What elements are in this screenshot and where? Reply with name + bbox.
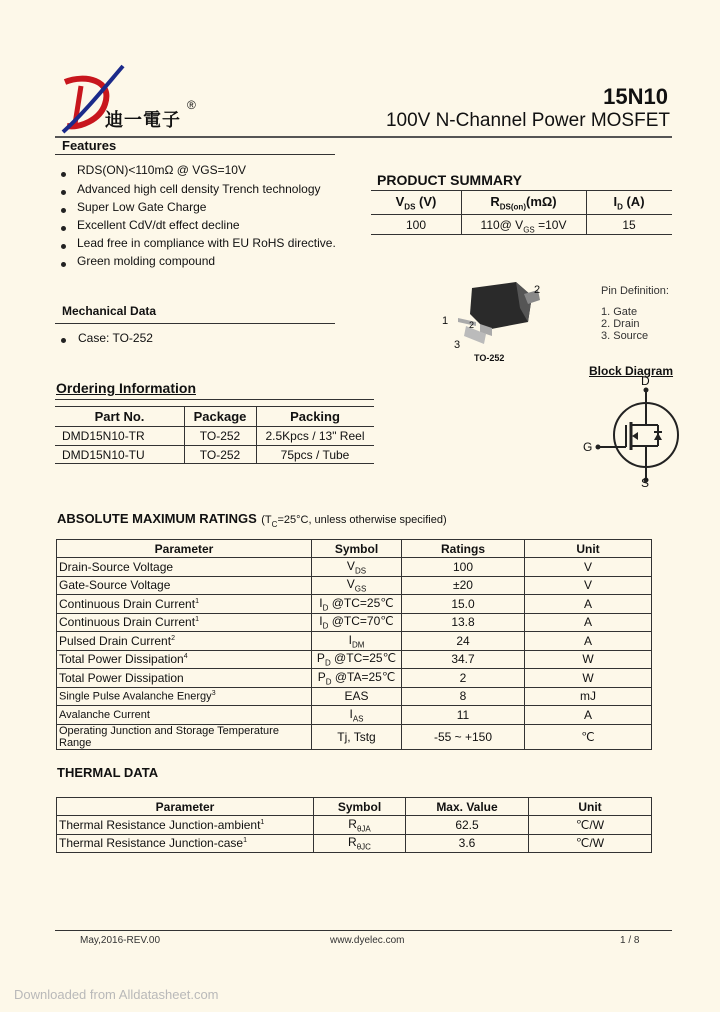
rating-cell: 24 [402,632,525,651]
features-title: Features [62,138,117,153]
symbol-text: EAS [344,689,369,704]
param-text: Continuous Drain Current [59,596,196,611]
symbol-text: I [319,614,323,629]
param-cell [57,724,312,749]
symbol-text: V [346,577,355,592]
bullet-icon [61,262,66,267]
symbol-sub: GS [354,584,367,594]
table-row [57,687,652,706]
mosfet-symbol [580,374,680,490]
table-row [57,650,652,669]
symbol-cell [314,834,406,853]
table-row [57,558,652,577]
symbol-cond: @TC=70℃ [328,614,394,629]
rating-cell: ±20 [402,576,525,595]
rating-cell: 13.8 [402,613,525,632]
summary-header-vds [371,194,461,212]
symbol-cell [312,706,402,725]
bullet-icon [61,208,66,213]
param-cell [57,816,314,835]
unit-cell: A [525,706,652,725]
vds-label: V [395,194,405,209]
footnote-ref: 3 [211,689,216,697]
footnote-ref: 2 [171,634,175,642]
abs-max-heading [57,510,447,529]
table-row [57,669,652,688]
pin-label: 1 [442,315,449,327]
source-label: S [641,476,650,490]
footnote-ref: 1 [195,616,199,624]
ordering-part: DMD15N10-TU [62,448,145,462]
feature-text: Green molding compound [77,254,216,268]
col-header: Max. Value [406,798,529,816]
product-summary-title: PRODUCT SUMMARY [377,172,522,188]
symbol-text: I [349,706,353,721]
param-text: Gate-Source Voltage [59,578,171,593]
param-text: Continuous Drain Current [59,615,196,630]
ordering-package: TO-252 [199,448,241,462]
rds-value-sub: GS [523,225,535,235]
page-subtitle: 100V N-Channel Power MOSFET [385,110,670,131]
symbol-text: R [348,835,357,850]
summary-bottom-rule [371,234,672,235]
mechanical-case: Case: TO-252 [78,331,153,345]
bullet-icon [61,226,66,231]
symbol-sub: D [322,602,329,612]
bullet-icon [61,190,66,195]
thermal-body [57,816,652,853]
id-label: I [613,194,618,209]
unit-cell: A [525,595,652,614]
footnote-ref: 1 [195,597,199,605]
param-cell [57,706,312,725]
symbol-cond: @TC=25℃ [330,651,397,666]
rds-value: 110@ V [480,218,524,232]
param-cell [57,613,312,632]
value-cell: 62.5 [406,816,529,835]
unit-cell: W [525,650,652,669]
footer-url[interactable]: www.dyelec.com [330,935,405,946]
footnote-ref: 4 [183,653,188,661]
col-header: Parameter [57,798,314,816]
unit-cell: A [525,613,652,632]
ordering-row-rule [55,445,374,446]
rating-cell: 8 [402,687,525,706]
rating-cell: 34.7 [402,650,525,669]
param-cell [57,576,312,595]
table-row [57,576,652,595]
table-row [57,632,652,651]
pin-label: 2 [534,284,541,296]
rds-label: R [490,194,500,209]
pin-def-title: Pin Definition: [601,285,669,297]
col-header: Unit [525,540,652,558]
ordering-part: DMD15N10-TR [62,429,145,443]
watermark: Downloaded from Alldatasheet.com [14,987,219,1002]
table-row [57,834,652,853]
feature-text: Super Low Gate Charge [77,200,207,214]
table-row [57,613,652,632]
package-label: TO-252 [474,353,505,363]
company-logo [55,62,205,134]
ordering-head-rule [55,426,374,427]
unit-cell: mJ [525,687,652,706]
symbol-cond: @TC=25℃ [328,595,394,610]
summary-top-rule [371,190,672,191]
footer-rule [55,930,672,931]
symbol-cell [312,632,402,651]
summary-header-id [586,194,672,212]
param-text: Operating Junction and Storage Temperature Range [59,724,279,749]
col-header: Symbol [314,798,406,816]
symbol-text: R [348,816,357,831]
param-text: Avalanche Current [59,708,150,721]
symbol-sub: DS [354,565,367,575]
symbol-sub: D [322,621,329,631]
mechanical-rule [55,323,335,324]
symbol-sub: θJC [356,842,371,852]
symbol-cond: @TA=25℃ [331,669,396,684]
thermal-title: THERMAL DATA [57,765,159,780]
id-sub: D [617,202,623,212]
symbol-cell [312,687,402,706]
id-unit: (A) [622,194,645,209]
col-header: Parameter [57,540,312,558]
abs-max-cond-sub: C [271,520,278,530]
col-header: Ratings [402,540,525,558]
symbol-cell [312,558,402,577]
rds-sub: DS(on) [499,202,526,212]
pin-def-item: 3. Source [601,330,649,342]
features-rule [55,154,335,155]
unit-cell: ℃/W [529,834,652,853]
symbol-cell [312,595,402,614]
ordering-title: Ordering Information [56,380,196,396]
symbol-sub: AS [352,713,364,723]
summary-header-rds [461,194,586,212]
ordering-top-rule [55,406,374,407]
symbol-text: I [348,632,352,647]
logo-text: 迪一電子 [105,110,181,130]
param-text: Drain-Source Voltage [59,559,174,574]
rds-unit: (mΩ) [525,194,557,209]
param-cell [57,669,312,688]
ordering-packing: 2.5Kpcs / 13" Reel [265,429,365,443]
table-row [57,706,652,725]
ordering-packing: 75pcs / Tube [280,448,350,462]
ordering-rule [55,399,374,400]
feature-rdson [77,163,246,177]
footnote-ref: 1 [243,837,247,845]
bullet-icon [61,172,66,177]
rating-cell: -55 ~ +150 [402,724,525,749]
abs-max-title: ABSOLUTE MAXIMUM RATINGS [57,511,257,526]
pin-label: 2 [469,320,475,330]
abs-max-body [57,558,652,750]
rating-cell: 2 [402,669,525,688]
unit-cell: W [525,669,652,688]
bullet-icon [61,338,66,343]
mechanical-title: Mechanical Data [62,304,157,318]
rating-cell: 15.0 [402,595,525,614]
registered-mark: ® [187,98,196,112]
pin-def-item: 1. Gate [601,306,638,318]
ordering-package: TO-252 [199,429,241,443]
symbol-cell [312,576,402,595]
col-header: Unit [529,798,652,816]
mosfet-icon [580,380,680,490]
rds-value-cond: =10V [534,218,567,232]
summary-id-value: 15 [622,218,636,232]
footnote-ref: 1 [260,818,265,826]
ordering-header: Package [193,409,247,424]
param-text: Total Power Dissipation [59,670,184,685]
table-row [57,724,652,749]
symbol-cell [312,613,402,632]
bullet-icon [61,244,66,249]
summary-rds-value [461,218,586,234]
param-text: Thermal Resistance Junction-case [59,836,244,851]
param-cell [57,834,314,853]
param-text: Pulsed Drain Current [59,633,172,648]
col-header: Symbol [312,540,402,558]
symbol-text: P [317,669,326,684]
symbol-text: I [319,595,323,610]
summary-vds-value: 100 [405,218,427,232]
unit-cell: V [525,576,652,595]
symbol-text: Tj, Tstg [337,729,376,744]
feature-text: Lead free in compliance with EU RoHS directive. [77,236,336,250]
rating-cell: 100 [402,558,525,577]
part-number: 15N10 [603,84,668,109]
value-cell: 3.6 [406,834,529,853]
symbol-cell [312,724,402,749]
param-cell [57,687,312,706]
param-cell [57,558,312,577]
feature-text: RDS(ON)<110mΩ @ VGS=10V [77,163,246,177]
symbol-sub: D [325,676,332,686]
header-rule [55,136,672,138]
symbol-cell [312,650,402,669]
table-row [57,816,652,835]
param-text: Single Pulse Avalanche Energy [59,690,212,703]
vds-unit: (V) [415,194,437,209]
footer-date: May,2016-REV.00 [80,935,161,946]
feature-text: Advanced high cell density Trench technology [77,182,321,196]
abs-max-cond: (T [261,514,272,526]
vds-sub: DS [404,202,416,212]
feature-text: Excellent CdV/dt effect decline [77,218,240,232]
abs-max-cond-rest: =25°C, unless otherwise specified) [277,514,447,526]
package-image [436,278,556,368]
symbol-sub: DM [351,639,365,649]
unit-cell: V [525,558,652,577]
thermal-table [56,797,652,853]
ordering-header: Packing [290,409,340,424]
drain-label: D [641,374,650,388]
symbol-cell [314,816,406,835]
unit-cell: ℃ [525,724,652,749]
symbol-text: V [346,558,355,573]
symbol-text: P [316,651,325,666]
unit-cell: A [525,632,652,651]
table-row [57,595,652,614]
block-diagram-title: Block Diagram [589,364,674,378]
pin-def-item: 2. Drain [601,318,640,330]
rating-cell: 11 [402,706,525,725]
summary-mid-rule [371,214,672,215]
param-cell [57,650,312,669]
param-cell [57,595,312,614]
gate-label: G [583,440,593,454]
abs-max-table [56,539,652,750]
ordering-header: Part No. [94,409,145,424]
param-text: Thermal Resistance Junction-ambient [59,817,261,832]
symbol-sub: θJA [356,823,371,833]
param-text: Total Power Dissipation [59,652,184,667]
footer-page: 1 / 8 [620,935,640,946]
pin-label: 3 [454,339,461,351]
symbol-cell [312,669,402,688]
param-cell [57,632,312,651]
unit-cell: ℃/W [529,816,652,835]
ordering-bottom-rule [55,463,374,464]
symbol-sub: D [324,658,331,668]
